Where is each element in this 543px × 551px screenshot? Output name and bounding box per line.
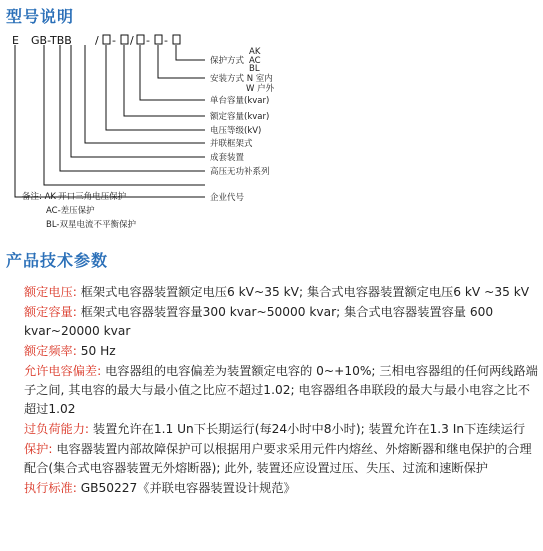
code-box-rated-cap (121, 35, 128, 44)
param-label: 额定电压: (24, 285, 77, 299)
param-text: 电容器装置内部故障保护可以根据用户要求采用元件内熔丝、外熔断器和继电保护的合理配合(集合式电容器装置无外熔断器); 此外, 装置还应设置过压、失压、过流和速断保护 (24, 442, 532, 475)
params-list (4, 283, 540, 499)
label-parallel-frame: 并联框架式 (210, 139, 253, 149)
label-protection: 保护方式 (210, 56, 245, 66)
param-text: 框架式电容器装置容量300 kvar~50000 kvar; 集合式电容器装置容量 600 kvar~20000 kvar (24, 305, 494, 338)
param-label: 允许电容偏差: (24, 364, 102, 378)
param-text: 装置允许在1.1 Un下长期运行(每24小时中8小时); 装置允许在1.3 In下连续运行 (92, 422, 526, 436)
label-ak: AK (249, 47, 261, 57)
note-bl: BL-双星电流不平衡保护 (46, 220, 136, 230)
leader-lines (15, 45, 205, 197)
code-box-protection (173, 35, 180, 44)
label-bl: BL (249, 64, 260, 74)
label-unit-capacity: 单台容量(kvar) (210, 96, 270, 106)
label-install-outdoor: W 户外 (246, 84, 275, 94)
param-overload-capacity (4, 420, 540, 439)
code-sep-3: / (130, 34, 134, 47)
param-protection (4, 440, 540, 478)
param-capacitance-deviation (4, 362, 540, 419)
code-prefix: E (12, 34, 19, 47)
param-rated-frequency (4, 342, 540, 361)
note-ak: 备注: AK-开口三角电压保护 (22, 192, 127, 202)
label-ac: AC (249, 56, 261, 66)
code-sep-4: - (146, 34, 150, 47)
code-box-unit-cap (137, 35, 144, 44)
model-code-diagram (0, 0, 543, 240)
param-text: 电容器组的电容偏差为装置额定电容的 0~+10%; 三相电容器组的任何两线路端子之间, 其电容的最大与最小值之比应不超过1.02; 电容器组各串联段的最大与最小电容之比不超过1.02 (24, 364, 538, 416)
param-label: 额定容量: (24, 305, 77, 319)
code-sep-5: - (164, 34, 168, 47)
label-enterprise-code: 企业代号 (210, 193, 245, 203)
param-rated-voltage (4, 283, 540, 302)
param-label: 保护: (24, 442, 53, 456)
code-box-install (155, 35, 162, 44)
param-label: 额定频率: (24, 344, 77, 358)
note-ac: AC-差压保护 (46, 206, 95, 216)
param-text: 框架式电容器装置额定电压6 kV~35 kV; 集合式电容器装置额定电压6 kV ~35 kV (80, 285, 530, 299)
param-standard (4, 479, 540, 498)
label-voltage-level: 电压等级(kV) (210, 126, 262, 136)
param-text: 50 Hz (80, 344, 116, 358)
param-text: GB50227《并联电容器装置设计规范》 (80, 481, 296, 495)
param-label: 执行标准: (24, 481, 77, 495)
code-series: GB-TBB (31, 34, 72, 47)
param-rated-capacity (4, 303, 540, 341)
code-sep-2: - (112, 34, 116, 47)
code-box-voltage (103, 35, 110, 44)
code-sep-1: / (95, 34, 99, 47)
model-section-title: 型号说明 (6, 7, 75, 26)
param-label: 过负荷能力: (24, 422, 90, 436)
label-install-indoor: 安装方式 N 室内 (210, 74, 273, 84)
label-hv-series: 高压无功补系列 (210, 167, 270, 177)
label-rated-capacity: 额定容量(kvar) (210, 112, 270, 122)
params-section-title: 产品技术参数 (6, 251, 109, 270)
label-complete-set: 成套装置 (210, 153, 245, 163)
